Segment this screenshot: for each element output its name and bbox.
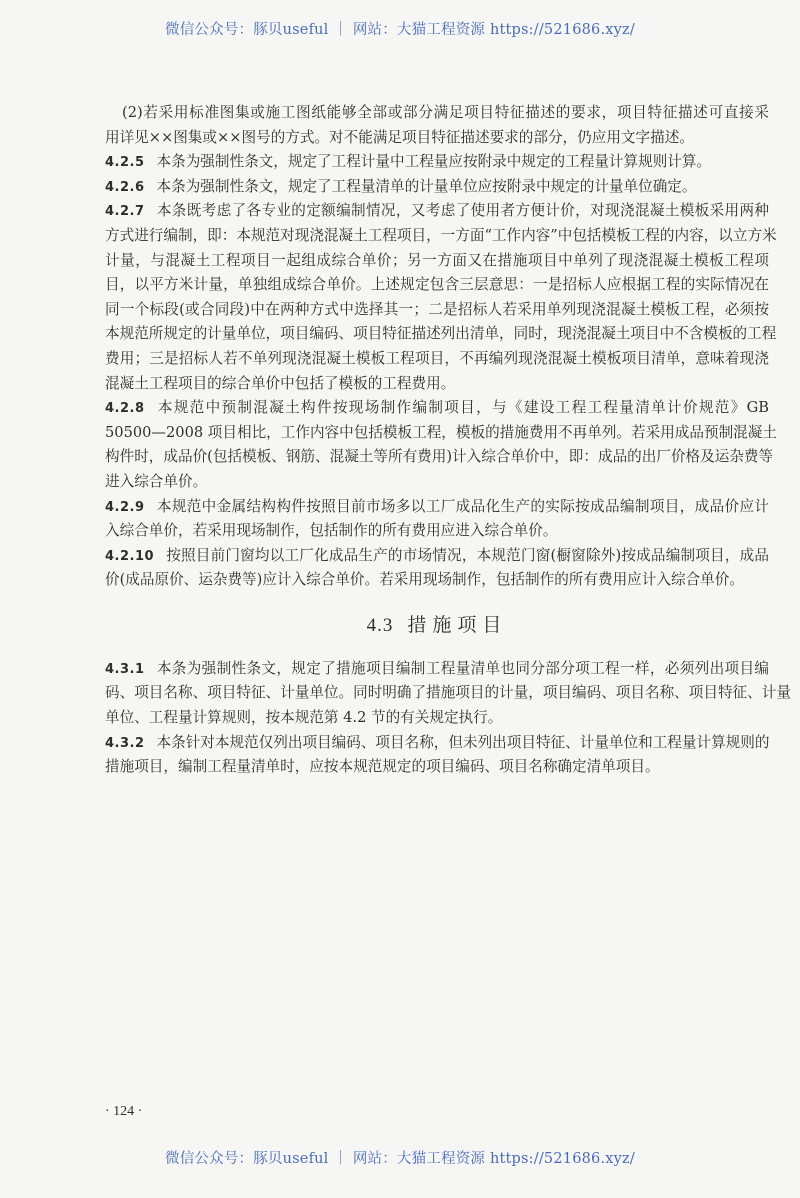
clause-4-2-7 bbox=[105, 199, 777, 396]
text-line bbox=[105, 731, 769, 756]
page-number: · 124 · bbox=[105, 1104, 143, 1119]
text-line bbox=[105, 249, 769, 274]
line-text: 按照目前门窗均以工厂化成品生产的市场情况，本规范门窗(橱窗除外)按成品编制项目，成品 bbox=[166, 546, 769, 564]
text-line bbox=[105, 445, 774, 470]
text-line bbox=[105, 544, 769, 569]
line-text: 计量，与混凝土工程项目一起组成综合单价；另一方面又在措施项目中单列了现浇混凝土模板工程项 bbox=[105, 251, 769, 269]
section-number: 4.3 bbox=[366, 614, 394, 636]
text-line bbox=[105, 396, 769, 421]
line-text: 50500—2008 项目相比，工作内容中包括模板工程，模板的措施费用不再单列。若采用成品预制混凝土 bbox=[105, 423, 777, 441]
text-line bbox=[105, 126, 769, 151]
line-text: 本条既考虑了各专业的定额编制情况，又考虑了使用者方便计价，对现浇混凝土模板采用两种 bbox=[156, 202, 769, 220]
line-text: 本规范中预制混凝土构件按现场制作编制项目，与《建设工程工程量清单计价规范》GB bbox=[156, 399, 769, 417]
clause-number: 4.2.10 bbox=[105, 548, 155, 564]
text-line bbox=[105, 322, 777, 347]
clause-4-2-6 bbox=[105, 175, 769, 200]
line-text: 本条为强制性条文，规定了工程量清单的计量单位应按附录中规定的计量单位确定。 bbox=[156, 177, 697, 195]
text-line bbox=[105, 495, 769, 520]
text-line bbox=[105, 199, 769, 224]
line-text: 措施项目，编制工程量清单时，应按本规范规定的项目编码、项目名称确定清单项目。 bbox=[105, 758, 660, 776]
line-text: 同一个标段(或合同段)中在两种方式中选择其一；二是招标人若采用单列现浇混凝土模板工程，必须按 bbox=[105, 300, 769, 318]
paragraph bbox=[105, 101, 769, 150]
watermark-footer: 微信公众号：豚贝useful ｜ 网站：大猫工程资源 https://521686.xyz/ bbox=[165, 1151, 635, 1167]
line-text: 入综合单价，若采用现场制作，包括制作的所有费用应进入综合单价。 bbox=[105, 522, 558, 540]
line-text: 本条为强制性条文，规定了工程计量中工程量应按附录中规定的工程量计算规则计算。 bbox=[156, 153, 712, 171]
text-line bbox=[105, 347, 769, 372]
clause-number: 4.3.1 bbox=[105, 661, 145, 677]
text-line bbox=[105, 421, 777, 446]
clause-4-2-10 bbox=[105, 544, 769, 593]
text-line bbox=[105, 706, 769, 731]
line-text: 方式进行编制，即：本规范对现浇混凝土工程项目，一方面“工作内容”中包括模板工程的内容，以立方米 bbox=[105, 226, 777, 244]
clause-4-2-5 bbox=[105, 150, 769, 175]
text-line bbox=[105, 657, 769, 682]
line-text: 进入综合单价。 bbox=[105, 472, 208, 490]
line-text: 码、项目名称、项目特征、计量单位。同时明确了措施项目的计量，项目编码、项目名称、项目特征、计量 bbox=[105, 684, 791, 702]
line-text: 混凝土工程项目的综合单价中包括了模板的工程费用。 bbox=[105, 374, 456, 392]
line-text: (2)若采用标准图集或施工图纸能够全部或部分满足项目特征描述的要求，项目特征描述可直接采 bbox=[122, 104, 769, 121]
line-text: 费用；三是招标人若不单列现浇混凝土模板工程项目，不再编列现浇混凝土模板项目清单，意味着现浇 bbox=[105, 349, 769, 367]
clause-4-2-9 bbox=[105, 495, 769, 544]
document-body bbox=[105, 101, 791, 780]
text-line bbox=[105, 298, 769, 323]
line-text: 价(成品原价、运杂费等)应计入综合单价。若采用现场制作，包括制作的所有费用应计入综合单价。 bbox=[105, 571, 744, 589]
text-line bbox=[105, 681, 791, 706]
text-line bbox=[105, 755, 769, 780]
text-line bbox=[105, 150, 769, 175]
watermark-header: 微信公众号：豚贝useful ｜ 网站：大猫工程资源 https://521686.xyz/ bbox=[165, 22, 635, 38]
line-text: 单位、工程量计算规则，按本规范第 4.2 节的有关规定执行。 bbox=[105, 709, 503, 727]
line-text: 本条针对本规范仅列出项目编码、项目名称，但未列出项目特征、计量单位和工程量计算规则的 bbox=[156, 733, 770, 751]
clause-number: 4.2.9 bbox=[105, 499, 145, 515]
clause-number: 4.2.7 bbox=[105, 204, 145, 220]
line-text: 构件时，成品价(包括模板、钢筋、混凝土等所有费用)计入综合单价中，即：成品的出厂价格及运杂费等 bbox=[105, 448, 774, 466]
line-text: 本条为强制性条文，规定了措施项目编制工程量清单也同分部分项工程一样，必须列出项目编 bbox=[156, 659, 769, 677]
clause-4-3-2 bbox=[105, 731, 769, 780]
text-line bbox=[105, 568, 769, 593]
text-line bbox=[105, 224, 777, 249]
clause-4-2-8 bbox=[105, 396, 777, 494]
clause-4-3-1 bbox=[105, 657, 791, 731]
text-line bbox=[105, 519, 769, 544]
section-heading bbox=[105, 599, 769, 651]
text-line bbox=[105, 175, 769, 200]
text-line bbox=[105, 101, 769, 126]
clause-number: 4.2.6 bbox=[105, 179, 145, 195]
text-line bbox=[105, 470, 769, 495]
clause-number: 4.2.5 bbox=[105, 155, 145, 171]
line-text: 本规范中金属结构构件按照目前市场多以工厂成品化生产的实际按成品编制项目，成品价应计 bbox=[156, 497, 769, 515]
line-text: 用详见××图集或××图号的方式。对不能满足项目特征描述要求的部分，仍应用文字描述。 bbox=[105, 128, 694, 146]
section-title: 措施项目 bbox=[407, 613, 508, 636]
line-text: 本规范所规定的计量单位，项目编码、项目特征描述列出清单，同时，现浇混凝土项目中不含模板的工程 bbox=[105, 325, 777, 343]
text-line bbox=[105, 372, 769, 397]
line-text: 目，以平方米计量，单独组成综合单价。上述规定包含三层意思：一是招标人应根据工程的实际情况在 bbox=[105, 276, 769, 294]
text-line bbox=[105, 273, 769, 298]
clause-number: 4.2.8 bbox=[105, 401, 145, 417]
clause-number: 4.3.2 bbox=[105, 735, 145, 751]
